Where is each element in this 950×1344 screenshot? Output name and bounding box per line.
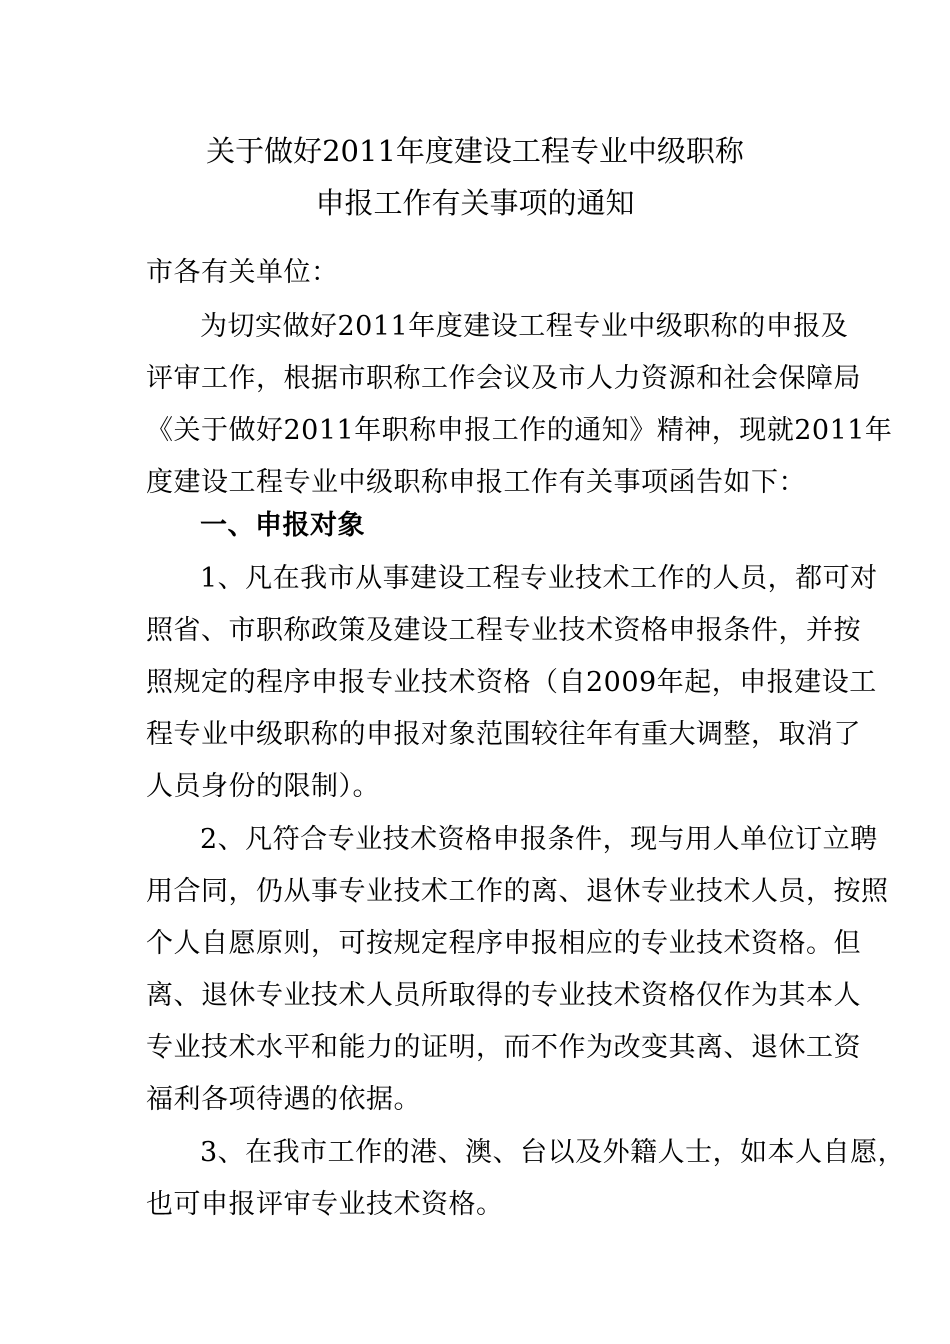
document-title-line-2: 申报工作有关事项的通知 <box>315 186 635 220</box>
section-heading: 一、申报对象 <box>200 510 365 541</box>
intro-paragraph-line: 评审工作，根据市职称工作会议及市人力资源和社会保障局 <box>146 363 861 394</box>
item-1-line: 程专业中级职称的申报对象范围较往年有重大调整，取消了 <box>146 719 861 750</box>
intro-paragraph-line: 度建设工程专业中级职称申报工作有关事项函告如下： <box>146 467 806 498</box>
intro-paragraph-line: 《关于做好2011年职称申报工作的通知》精神，现就2011年 <box>146 415 893 446</box>
document-title-line-1: 关于做好2011年度建设工程专业中级职称 <box>206 134 744 168</box>
item-1-line: 照省、市职称政策及建设工程专业技术资格申报条件，并按 <box>146 615 861 646</box>
item-2-line: 用合同，仍从事专业技术工作的离、退休专业技术人员，按照 <box>146 876 889 907</box>
item-3-line: 也可申报评审专业技术资格。 <box>146 1189 504 1220</box>
item-1-line: 人员身份的限制）。 <box>146 771 380 802</box>
intro-paragraph-line: 为切实做好2011年度建设工程专业中级职称的申报及 <box>200 311 849 342</box>
item-2-line: 福利各项待遇的依据。 <box>146 1084 421 1115</box>
item-2-line: 专业技术水平和能力的证明，而不作为改变其离、退休工资 <box>146 1032 861 1063</box>
item-2-line: 个人自愿原则，可按规定程序申报相应的专业技术资格。但 <box>146 928 861 959</box>
item-2-line: 2、凡符合专业技术资格申报条件，现与用人单位订立聘 <box>200 824 878 855</box>
item-3-line: 3、在我市工作的港、澳、台以及外籍人士，如本人自愿， <box>200 1137 906 1168</box>
item-2-line: 离、退休专业技术人员所取得的专业技术资格仅作为其本人 <box>146 980 861 1011</box>
item-1-line: 1、凡在我市从事建设工程专业技术工作的人员，都可对 <box>200 563 878 594</box>
salutation: 市各有关单位： <box>146 257 339 288</box>
item-1-line: 照规定的程序申报专业技术资格（自2009年起，申报建设工 <box>146 667 877 698</box>
